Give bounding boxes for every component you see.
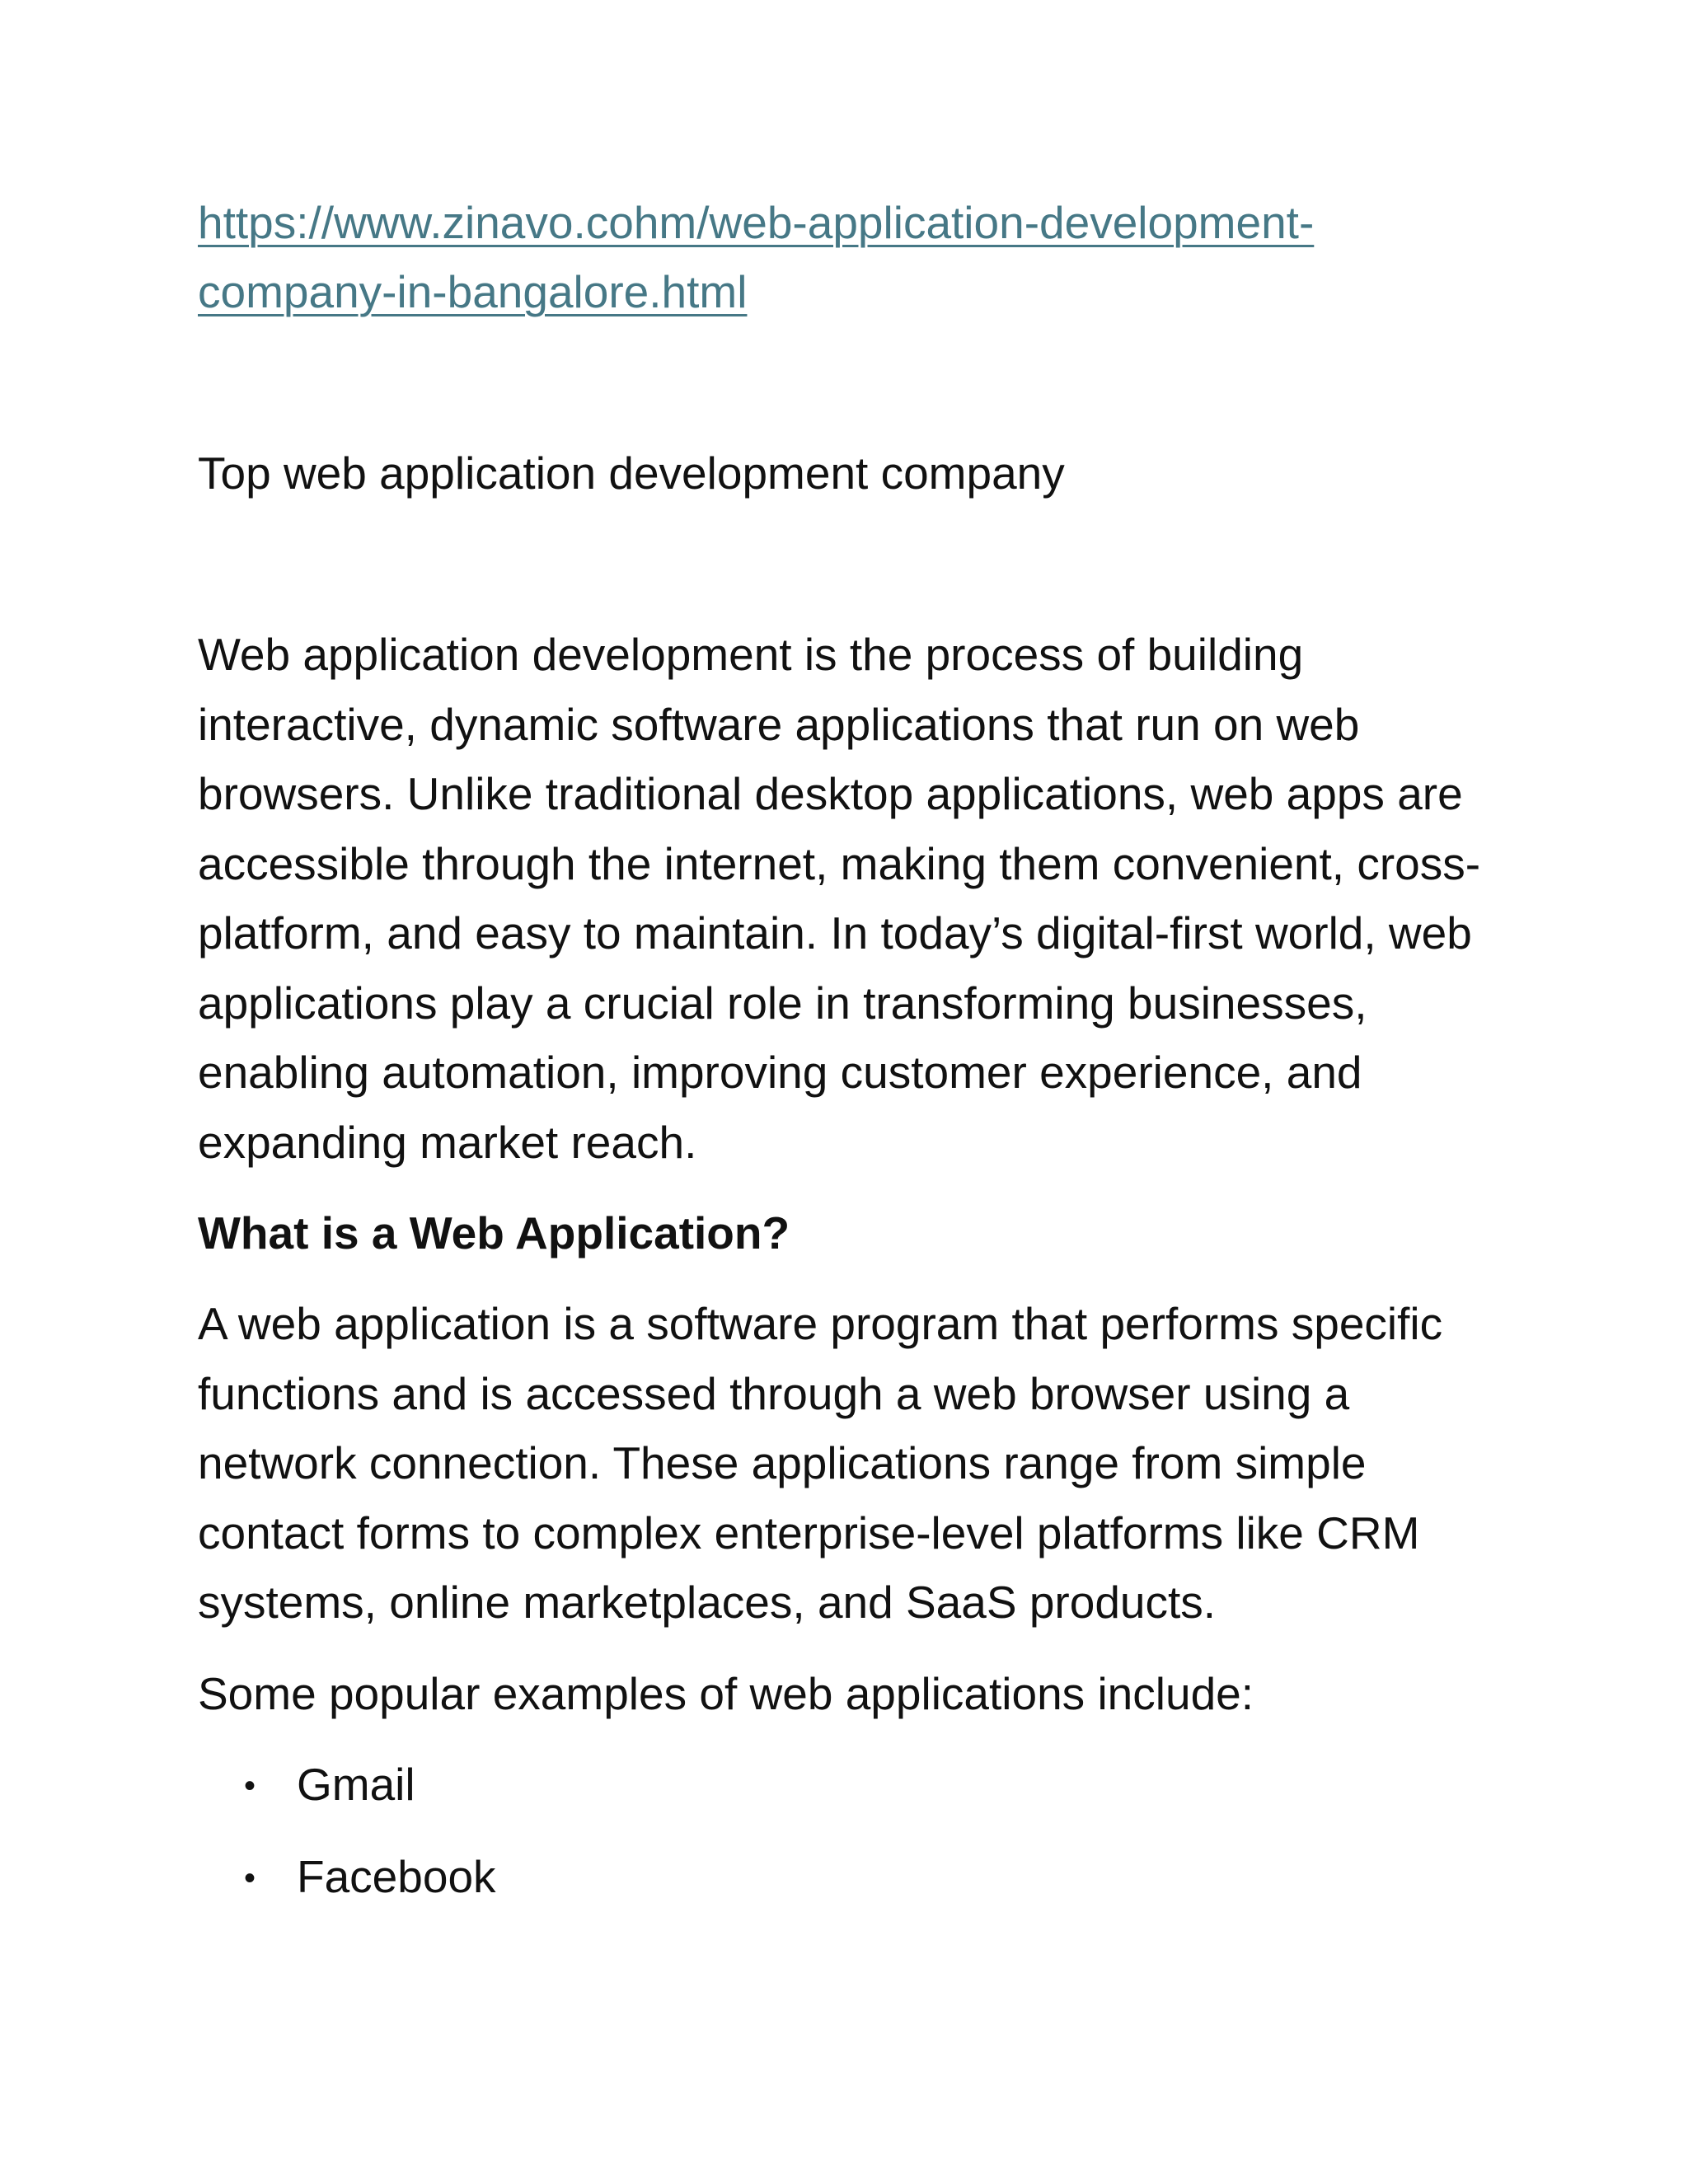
list-item-label: Facebook xyxy=(297,1850,496,1902)
source-link-line-2[interactable]: company-in-bangalore.html xyxy=(198,266,748,317)
list-item-label: Gmail xyxy=(297,1758,415,1810)
source-link-line-1[interactable]: https://www.zinavo.cohm/web-application-development- xyxy=(198,197,1315,248)
source-link[interactable] xyxy=(198,188,1484,326)
section-heading: What is a Web Application? xyxy=(198,1207,790,1258)
bullet-icon: • xyxy=(244,1859,256,1896)
examples-intro: Some popular examples of web applications include: xyxy=(198,1667,1254,1719)
examples-list xyxy=(198,1750,1500,1911)
section-paragraph: A web application is a software program that performs specific functions and is accessed through a web browser using a network connection. These applications range from simple contact forms to complex enterprise-level platforms like CRM systems, online marketplaces, and SaaS products. xyxy=(198,1298,1443,1628)
document-page xyxy=(198,188,1500,1934)
bullet-icon: • xyxy=(244,1767,256,1804)
document-subtitle: Top web application development company xyxy=(198,448,1065,499)
list-item xyxy=(198,1750,1500,1819)
intro-paragraph: Web application development is the process of building interactive, dynamic software applications that run on web browsers. Unlike traditional desktop applications, web apps are accessible through the internet, making them convenient, cross-platform, and easy to maintain. In today’s digital-first world, web applications play a crucial role in transforming businesses, enabling automation, improving customer experience, and expanding market reach. xyxy=(198,629,1481,1168)
list-item xyxy=(198,1842,1500,1911)
